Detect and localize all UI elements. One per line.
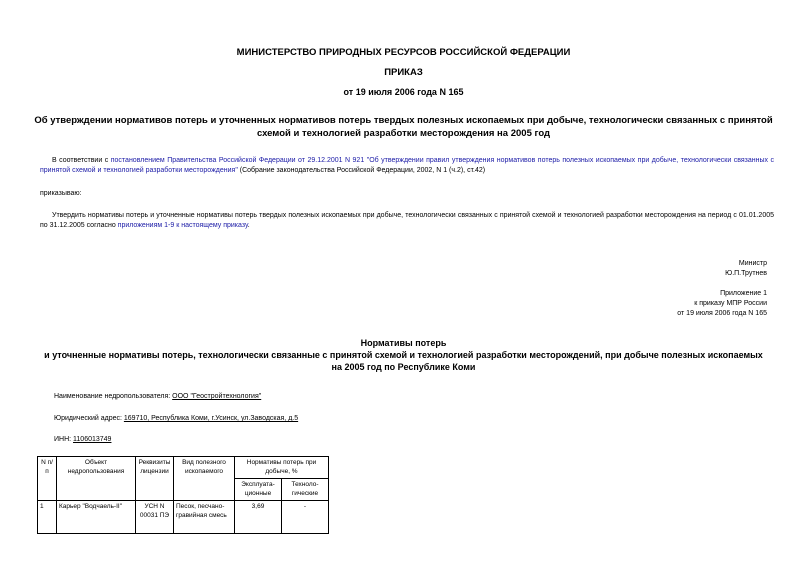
order-paragraph	[40, 211, 774, 231]
table-header-row	[38, 457, 329, 479]
th-norms: Нормативы потерь при добыче, %	[235, 457, 329, 479]
signature-block	[725, 259, 767, 279]
order-date-number: от 19 июля 2006 года N 165	[343, 87, 464, 97]
cell-license: УСН N 00031 ПЭ	[136, 501, 174, 534]
th-technological: Техноло-гические	[282, 479, 329, 501]
decree-link[interactable]: постановлением Правительства Российской Федерации от 29.12.2001 N 921 "Об утверждении правил утверждения нормативов потерь полезных ископаемых при добыче, технологически связанных с принятой схемой и технологией разработки месторождения"	[40, 157, 775, 174]
order-verb: приказываю:	[40, 190, 82, 197]
table-row	[38, 501, 329, 534]
ministry-heading: МИНИСТЕРСТВО ПРИРОДНЫХ РЕСУРСОВ РОССИЙСКОЙ ФЕДЕРАЦИИ	[236, 47, 571, 58]
appendix-ref-line2: к приказу МПР России	[694, 300, 767, 307]
th-mineral: Вид полезного ископаемого	[174, 457, 235, 501]
th-operational: Эксплуата-ционные	[235, 479, 282, 501]
appendix-title-line1: Нормативы потерь	[360, 338, 447, 348]
appendices-link[interactable]: приложениям 1-9 к настоящему приказу	[117, 222, 248, 229]
cell-object: Карьер "Водчаель-II"	[57, 501, 136, 534]
preamble-text-start: В соответствии с	[52, 157, 111, 164]
appendix-ref-line3: от 19 июля 2006 года N 165	[677, 310, 767, 317]
address-field	[54, 415, 298, 422]
preamble-text-end: (Собрание законодательства Российской Федерации, 2002, N 1 (ч.2), ст.42)	[237, 167, 486, 174]
cell-num: 1	[38, 501, 57, 534]
preamble-paragraph	[40, 156, 774, 176]
appendix-title-line2: и уточненные нормативы потерь, технологически связанные с принятой схемой и технологией разработки месторождений, при добыче полезных ископаемых на 2005 год по Республике Коми	[44, 350, 763, 372]
signature-name: Ю.П.Трутнев	[725, 270, 767, 277]
cell-technological: -	[282, 501, 329, 534]
order-text-end: .	[247, 222, 250, 229]
appendix-ref-line1: Приложение 1	[720, 290, 767, 297]
cell-mineral: Песок, песчано-гравийная смесь	[174, 501, 235, 534]
th-num: N п/п	[38, 457, 57, 501]
user-value: ООО "Геостройтехнология"	[172, 393, 262, 400]
loss-norms-table	[37, 456, 329, 534]
appendix-title	[40, 337, 767, 373]
inn-value: 1106013749	[73, 436, 112, 443]
user-field	[54, 393, 261, 400]
address-label: Юридический адрес:	[54, 415, 124, 422]
inn-field	[54, 436, 111, 443]
cell-operational: 3,69	[235, 501, 282, 534]
doc-type: ПРИКАЗ	[384, 67, 423, 78]
order-text-start: Утвердить нормативы потерь и уточненные нормативы потерь твердых полезных ископаемых при добыче, технологически связанных с принятой схемой и технологией разработки месторождения на период с 01.01.2005 по 31.12.2005 согласно	[40, 212, 774, 229]
th-object: Объект недропользования	[57, 457, 136, 501]
user-label: Наименование недропользователя:	[54, 393, 173, 400]
order-title: Об утверждении нормативов потерь и уточненных нормативов потерь твердых полезных ископаемых при добыче, технологически связанных с принятой схемой и технологией разработки месторождения на 2005 год	[34, 115, 773, 139]
appendix-reference	[677, 289, 767, 319]
signature-position: Министр	[738, 260, 767, 267]
inn-label: ИНН:	[54, 436, 74, 443]
th-license: Реквизиты лицензии	[136, 457, 174, 501]
address-value: 169710, Республика Коми, г.Усинск, ул.Заводская, д.5	[123, 415, 299, 422]
